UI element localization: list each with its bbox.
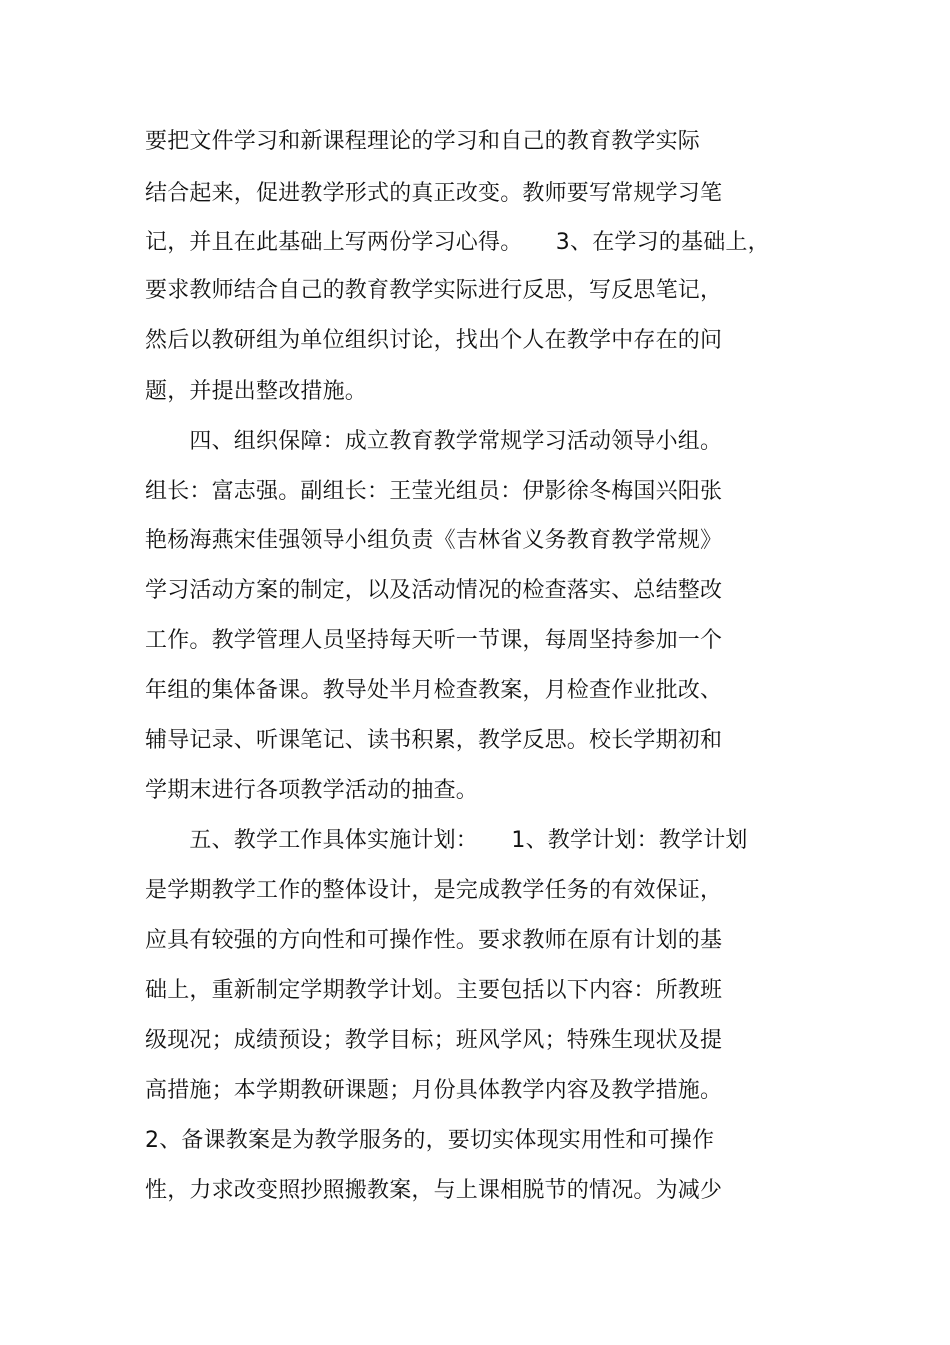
text-line: 然后以教研组为单位组织讨论，找出个人在教学中存在的问 <box>145 328 723 353</box>
text-line: 记，并且在此基础上写两份学习心得。 3、在学习的基础上， <box>145 230 770 255</box>
text-line: 级现况；成绩预设；教学目标；班风学风；特殊生现状及提 <box>145 1028 723 1053</box>
section-heading-line: 四、组织保障：成立教育教学常规学习活动领导小组。 <box>145 429 723 454</box>
text-line: 学习活动方案的制定，以及活动情况的检查落实、总结整改 <box>145 578 723 603</box>
text-line: 结合起来，促进教学形式的真正改变。教师要写常规学习笔 <box>145 181 723 206</box>
text-line: 应具有较强的方向性和可操作性。要求教师在原有计划的基 <box>145 928 723 953</box>
text-line: 是学期教学工作的整体设计，是完成教学任务的有效保证， <box>145 878 723 903</box>
section-heading-line: 五、教学工作具体实施计划： 1、教学计划：教学计划 <box>145 828 748 853</box>
text-line: 要求教师结合自己的教育教学实际进行反思，写反思笔记， <box>145 278 723 303</box>
text-line: 2、备课教案是为教学服务的，要切实体现实用性和可操作 <box>145 1128 715 1153</box>
text-line: 年组的集体备课。教导处半月检查教案，月检查作业批改、 <box>145 678 723 703</box>
text-line: 性，力求改变照抄照搬教案，与上课相脱节的情况。为减少 <box>145 1178 723 1203</box>
text-line: 工作。教学管理人员坚持每天听一节课，每周坚持参加一个 <box>145 628 723 653</box>
text-line: 辅导记录、听课笔记、读书积累，教学反思。校长学期初和 <box>145 728 723 753</box>
text-line: 学期末进行各项教学活动的抽查。 <box>145 778 479 803</box>
text-line: 组长：富志强。副组长：王莹光组员：伊影徐冬梅国兴阳张 <box>145 479 723 504</box>
text-line: 艳杨海燕宋佳强领导小组负责《吉林省义务教育教学常规》 <box>145 528 723 553</box>
text-line: 高措施；本学期教研课题；月份具体教学内容及教学措施。 <box>145 1078 723 1103</box>
text-line: 题，并提出整改措施。 <box>145 379 368 404</box>
text-line: 础上，重新制定学期教学计划。主要包括以下内容：所教班 <box>145 978 723 1003</box>
text-line: 要把文件学习和新课程理论的学习和自己的教育教学实际 <box>145 129 701 154</box>
